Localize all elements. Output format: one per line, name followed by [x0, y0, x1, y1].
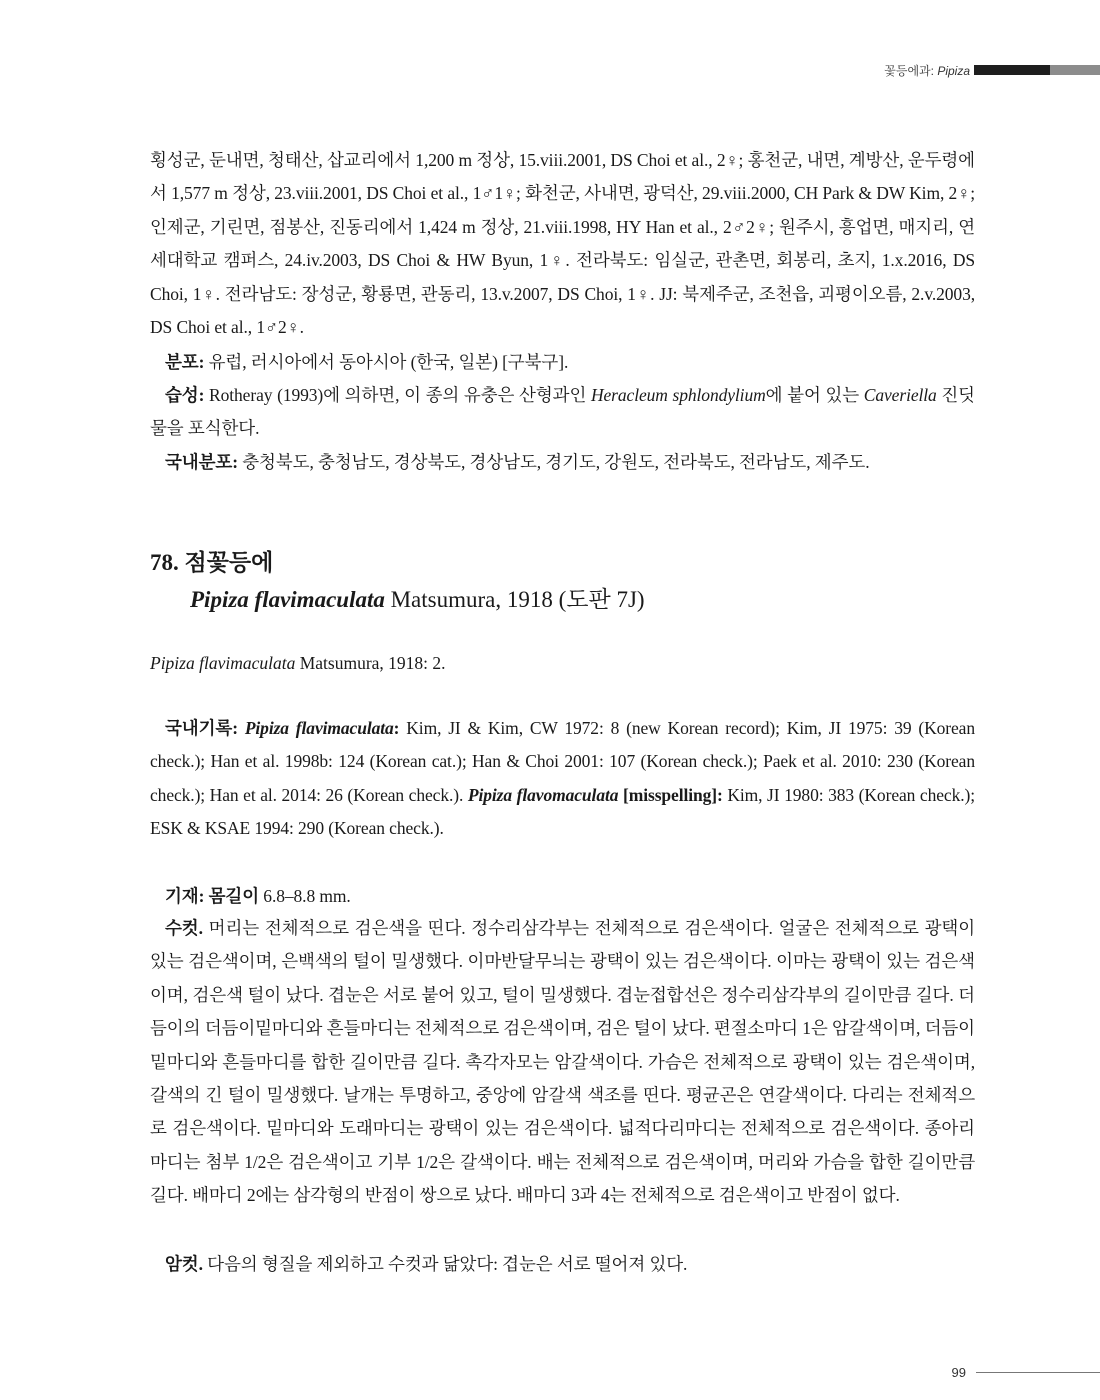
- korean-records-name-1: Pipiza flavimaculata: [244, 718, 394, 738]
- korean-records-label: 국내기록:: [165, 718, 238, 738]
- body-length-paragraph: [150, 880, 975, 913]
- distribution-text: 유럽, 러시아에서 동아시아 (한국, 일본) [구북구].: [204, 352, 569, 372]
- species-authority: Matsumura, 1918 (도판 7J): [384, 587, 645, 612]
- habits-text-3: 진딧물을 포식한다.: [150, 385, 975, 439]
- body-length-label: 기재: 몸길이: [165, 886, 260, 906]
- habits-prey: Caveriella: [863, 385, 937, 405]
- distribution-label: 분포:: [165, 352, 205, 372]
- header-bar-dark: [974, 65, 1050, 75]
- korean-records-text-1: Kim, JI & Kim, CW 1972: 8 (new Korean record); Kim, JI 1975: 39 (Korean check.); Han et al. 1998b: 124 (Korean cat.); Han & Choi 2001: 107 (Korean check.); Paek et al. 2010: 230 (Korean check.); Han et al. 2014: 26 (Korean check.).: [150, 718, 975, 805]
- running-header: [884, 62, 1100, 78]
- korean-records-name-2: Pipiza flavomaculata: [467, 784, 619, 805]
- korean-distribution-label: 국내분포:: [165, 452, 238, 472]
- habits-paragraph: [150, 379, 975, 446]
- species-binomial: [190, 583, 645, 617]
- header-genus: Pipiza: [937, 63, 970, 78]
- original-citation: [150, 648, 446, 678]
- header-section: 꽃등에과:: [884, 63, 938, 78]
- citation-rest: Matsumura, 1918: 2.: [295, 653, 446, 673]
- running-header-text: [884, 62, 970, 79]
- citation-name: Pipiza flavimaculata: [150, 653, 296, 673]
- species-scientific-name: Pipiza flavimaculata: [190, 587, 385, 612]
- male-description-paragraph: [150, 912, 975, 1213]
- distribution-paragraph: [150, 346, 975, 379]
- female-description-paragraph: [150, 1248, 975, 1281]
- species-heading: 78. 점꽃등에: [150, 550, 274, 575]
- habits-text-1: Rotheray (1993)에 의하면, 이 종의 유충은 산형과인: [204, 385, 591, 405]
- page-footer: [952, 1362, 1100, 1382]
- korean-records-misspelling: [misspelling]:: [618, 784, 723, 805]
- korean-records-colon: :: [393, 718, 400, 738]
- habits-text-2: 에 붙어 있는: [765, 385, 864, 405]
- continued-specimen-records: 횡성군, 둔내면, 청태산, 삽교리에서 1,200 m 정상, 15.viii.2001, DS Choi et al., 2♀; 홍천군, 내면, 계방산, 운두령에서 1,577 m 정상, 23.viii.2001, DS Choi et al., 1♂1♀; 화천군, 사내면, 광덕산, 29.viii.2000, CH Park & DW Kim, 2♀; 인제군, 기린면, 점봉산, 진동리에서 1,424 m 정상, 21.viii.1998, HY Han et al., 2♂2♀; 원주시, 흥업면, 매지리, 연세대학교 캠퍼스, 24.iv.2003, DS Choi & HW Byun, 1♀. 전라북도: 임실군, 관촌면, 회봉리, 초지, 1.x.2016, DS Choi, 1♀. 전라남도: 장성군, 황룡면, 관동리, 13.v.2007, DS Choi, 1♀. JJ: 북제주군, 조천읍, 괴평이오름, 2.v.2003, DS Choi et al., 1♂2♀.: [150, 150, 975, 338]
- korean-records-text-2: Kim, JI 1980: 383 (Korean check.); ESK & KSAE 1994: 290 (Korean check.).: [150, 784, 975, 839]
- body-length-value: 6.8–8.8 mm.: [259, 886, 351, 906]
- korean-distribution-text: 충청북도, 충청남도, 경상북도, 경상남도, 경기도, 강원도, 전라북도, 전라남도, 제주도.: [237, 452, 870, 472]
- female-text: 다음의 형질을 제외하고 수컷과 닮았다: 겹눈은 서로 떨어져 있다.: [202, 1254, 688, 1274]
- habits-label: 습성:: [165, 385, 205, 405]
- header-bar-gray: [1050, 65, 1100, 75]
- female-label: 암컷.: [165, 1254, 203, 1274]
- footer-rule: [976, 1372, 1100, 1373]
- habits-host-plant: Heracleum sphlondylium: [590, 385, 766, 405]
- korean-distribution-paragraph: [150, 446, 975, 479]
- male-text: 머리는 전체적으로 검은색을 띤다. 정수리삼각부는 전체적으로 검은색이다. 얼굴은 전체적으로 광택이 있는 검은색이며, 은백색의 털이 밀생했다. 이마반달무늬는 광택이 있는 검은색이다. 이마는 광택이 있는 검은색이며, 검은색 털이 났다. 겹눈은 서로 붙어 있고, 털이 밀생했다. 겹눈접합선은 정수리삼각부의 길이만큼 길다. 더듬이의 더듬이밑마디와 흔들마디는 전체적으로 검은색이며, 검은 털이 났다. 편절소마디 1은 암갈색이며, 더듬이밑마디와 흔들마디를 합한 길이만큼 길다. 촉각자모는 암갈색이다. 가슴은 전체적으로 광택이 있는 검은색이며, 갈색의 긴 털이 밀생했다. 날개는 투명하고, 중앙에 암갈색 색조를 띤다. 평균곤은 연갈색이다. 다리는 전체적으로 검은색이다. 밑마디와 도래마디는 광택이 있는 검은색이다. 넓적다리마디는 전체적으로 검은색이다. 종아리마디는 첨부 1/2은 검은색이고 기부 1/2은 갈색이다. 배는 전체적으로 검은색이며, 머리와 가슴을 합한 길이만큼 길다. 배마디 2에는 삼각형의 반점이 쌍으로 났다. 배마디 3과 4는 전체적으로 검은색이고 반점이 없다.: [150, 918, 975, 1206]
- korean-records-paragraph: [150, 712, 975, 846]
- page-number: 99: [951, 1364, 966, 1380]
- male-label: 수컷.: [165, 918, 203, 938]
